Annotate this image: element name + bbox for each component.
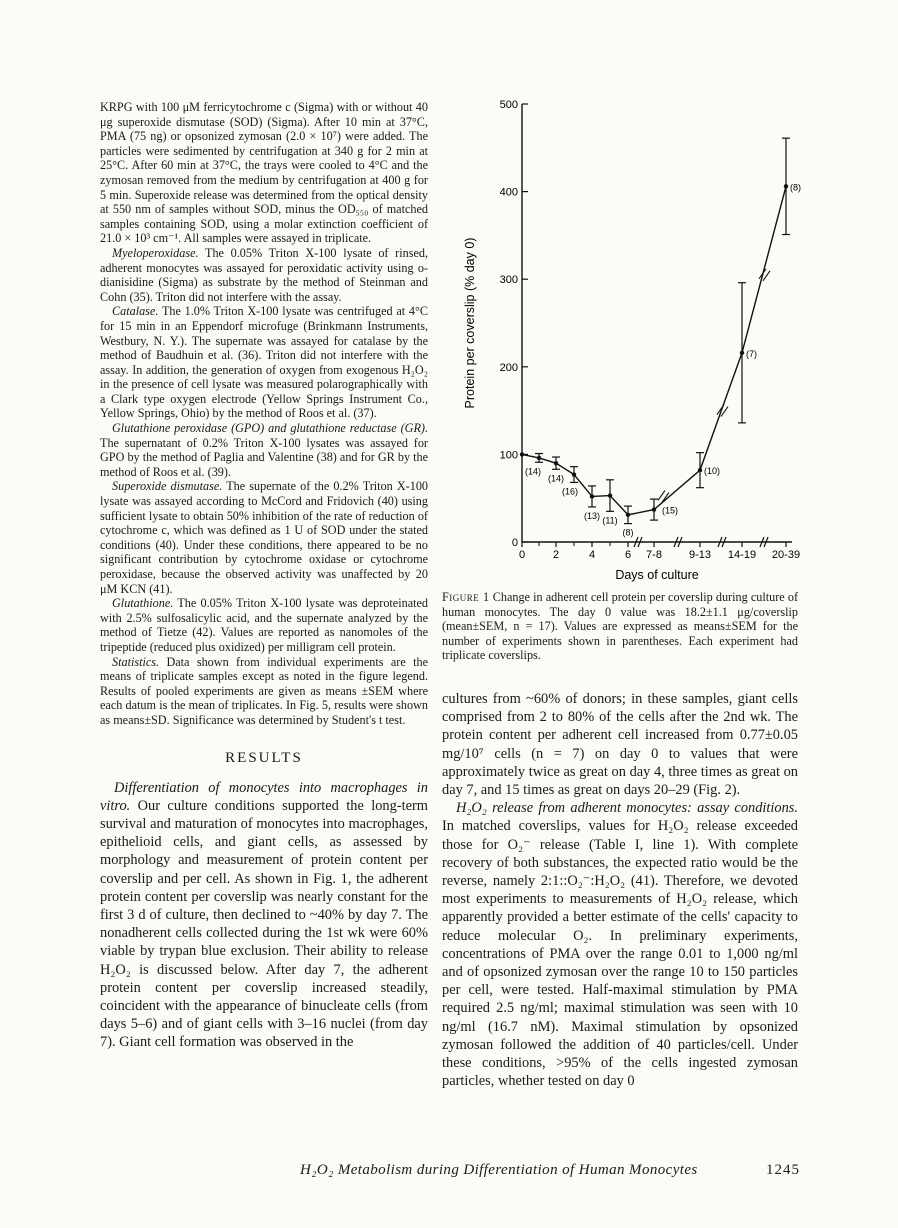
- n-label: (7): [746, 348, 757, 359]
- data-point: [626, 513, 630, 517]
- results-text: [100, 779, 428, 1052]
- left-column: [100, 100, 428, 1052]
- n-label: (14): [524, 466, 542, 477]
- x-tick-label: 4: [588, 549, 596, 561]
- y-tick-label: 0: [511, 537, 518, 549]
- x-tick-label: 2: [552, 549, 560, 561]
- data-point: [590, 494, 594, 498]
- n-label: (15): [662, 505, 679, 516]
- y-tick-label: 300: [499, 274, 518, 287]
- x-axis-label: Days of culture: [615, 568, 699, 582]
- x-tick-label: 7-8: [646, 549, 662, 561]
- data-point: [554, 461, 558, 465]
- sod-text: The supernate of the 0.2% Triton X-100 lysate was assayed according to McCord and Fridovich (40) using sufficient lysate to obtain 50% inhibition of the rate of reduction of cytochrome c, which was defined as 1 U of SOD under the stated conditions (40). Under these conditions, there appeared to be no significant contribution by cytochrome oxidase or cytochrome peroxidase, because the observed activity was unaffected by 20 μM KCN (41).: [100, 479, 429, 596]
- running-title: H₂O₂ Metabolism during Differentiation of Human Monocytes: [300, 1162, 698, 1178]
- data-point: [698, 468, 702, 472]
- n-label: (10): [704, 466, 721, 477]
- page-footer: [300, 1162, 800, 1179]
- right-column-text: [442, 690, 798, 1090]
- mpo-text: The 0.05% Triton X-100 lysate of rinsed, adherent monocytes was assayed for peroxidatic activity using o-dianisidine (Sigma) as substrate by the method of Steinman and Cohn (35). Triton did not interfere with the assay.: [100, 245, 429, 304]
- data-point: [520, 452, 524, 456]
- gsh-text: The 0.05% Triton X-100 lysate was deproteinated with 2.5% sulfosalicylic acid, and the supernate analyzed by the method of Tietze (42). Values are reported as nanomoles of the tripeptide (reduced plus oxidized) per milligram cell protein.: [100, 596, 428, 654]
- x-tick-label: 0: [518, 549, 526, 561]
- x-tick-label: 9-13: [688, 549, 712, 561]
- n-label: (14): [547, 473, 565, 484]
- n-label: (13): [583, 510, 601, 521]
- continued-paragraph: cultures from ~60% of donors; in these samples, giant cells comprised from 2 to 80% of the cells after the 2nd wk. The protein content per adherent cell increased from 0.77±0.05 mg/10⁷ cells (n = 7) on day 0 to values that were approximately twice as great on day 4, three times as great on day 7, and 15 times as great on days 20–29 (Fig. 2).: [442, 691, 798, 799]
- stats-text: Data shown from individual experiments are the means of triplicate samples except as noted in the figure legend. Results of pooled experiments are given as means ±SEM where each datum is the mean of triplicates. In Fig. 5, results were shown as means±SD. Significance was determined by Student's t test.: [100, 654, 429, 727]
- data-point: [572, 472, 576, 476]
- gpo-text: The supernatant of 0.2% Triton X-100 lysates was assayed for GPO by the method of Paglia and Valentine (38) and for GR by the method of Roos et al. (39).: [100, 435, 428, 479]
- n-label: (16): [561, 486, 579, 497]
- n-label: (8): [790, 182, 801, 193]
- y-tick-label: 100: [499, 449, 518, 462]
- methods-text: [100, 100, 428, 728]
- data-point: [608, 493, 612, 497]
- catalase-title: Catalase.: [112, 304, 159, 319]
- diff-text: Our culture conditions supported the long-term survival and maturation of monocytes into macrophages, epithelioid cells, and giant cells, as assessed by morphology and measurement of protein content per coverslip and per cell. As shown in Fig. 1, the adherent protein content per coverslip was nearly constant for the first 3 d of culture, then declined to ~40% by day 7. The nonadherent cells collected during the 1st wk were 60% viable by trypan blue exclusion. Their ability to release H₂O₂ is discussed below. After day 7, the adherent protein content per coverslip increased steadily, coincident with the appearance of binucleate cells (from days 5–6) and of giant cells with 3–16 nuclei (from day 7). Giant cell formation was observed in the: [100, 797, 428, 1051]
- y-tick-label: 500: [499, 99, 518, 111]
- page-number: 1245: [766, 1162, 800, 1178]
- y-tick-label: 400: [499, 186, 518, 199]
- methods-paragraph-mpo: [100, 246, 428, 304]
- h2o2-paragraph: [442, 799, 798, 1090]
- y-tick-label: 200: [499, 361, 518, 374]
- mpo-title: Myeloperoxidase.: [112, 245, 199, 260]
- methods-paragraph-superoxide: KRPG with 100 μM ferricytochrome c (Sigma) with or without 40 μg superoxide dismutase (SOD) (Sigma). After 10 min at 37°C, PMA (75 ng) or opsonized zymosan (2.0 × 10⁷) were added. The particles were sedimented by centrifugation at 340 g for 2 min at 25°C. After 60 min at 37°C, the trays were cooled to 4°C and the zymosan removed from the medium by centrifugation at 400 g for 5 min. Superoxide release was determined from the optical density at 550 nm of samples without SOD, minus the OD₅₅₀ of matched samples containing SOD, using a molar extinction coefficient of 21.0 × 10³ cm⁻¹. All samples were assayed in triplicate.: [100, 100, 428, 246]
- gpo-title: Glutathione peroxidase (GPO) and glutathione reductase (GR).: [112, 421, 428, 436]
- methods-paragraph-gpo: [100, 421, 428, 479]
- methods-paragraph-sod: [100, 479, 428, 596]
- n-label: (8): [622, 527, 634, 538]
- methods-paragraph-catalase: [100, 304, 428, 421]
- y-axis-label: Protein per coverslip (% day 0): [463, 237, 477, 409]
- gsh-title: Glutathione.: [112, 596, 174, 611]
- figure-1: [442, 92, 801, 582]
- x-tick-label: 20-39: [771, 549, 801, 561]
- methods-paragraph-statistics: [100, 655, 428, 728]
- catalase-text: The 1.0% Triton X-100 lysate was centrifuged at 4°C for 15 min in an Eppendorf microfuge (Brinkmann Instruments, Westbury, N. Y.). The supernate was assayed for catalase by the method of Baudhuin et al. (36). Triton did not interfere with the assay. In addition, the generation of oxygen from exogenous H₂O₂ in the presence of cell lysate was measured polarographically with a Clark type oxygen electrode (Yellow Springs Instrument Co., Yellow Springs, Ohio) by the method of Roos et al. (37).: [100, 304, 429, 421]
- data-point: [784, 184, 788, 188]
- sod-title: Superoxide dismutase.: [112, 479, 223, 494]
- n-label: (11): [602, 515, 618, 526]
- h2o2-text: In matched coverslips, values for H₂O₂ release exceeded those for O₂⁻ release (Table I, line 1). With complete recovery of both substances, the expected ratio would be the reverse, namely 2:1::O₂⁻:H₂O₂ (41). Therefore, we devoted most experiments to measurements of H₂O₂ release, which apparently provided a better estimate of the cells' capacity to reduce molecular O₂. In preliminary experiments, concentrations of PMA over the range 0.01 to 1,000 ng/ml and of opsonized zymosan over the range 10 to 150 particles per cell, were tested. Half-maximal stimulation by PMA required 2.5 ng/ml; maximal stimulation was seen with 10 ng/ml (16.7 nM). Maximal stimulation by opsonized zymosan followed the addition of 40 particles/cell. Under these conditions, >95% of the cells ingested zymosan particles, whether tested on day 0: [442, 818, 798, 1090]
- figure-1-caption: [442, 590, 798, 663]
- h2o2-title: H₂O₂ release from adherent monocytes: assay conditions.: [456, 800, 798, 817]
- stats-title: Statistics.: [112, 654, 160, 669]
- x-tick-label: 14-19: [727, 549, 757, 561]
- methods-paragraph-glutathione: [100, 596, 428, 654]
- data-point: [740, 351, 744, 355]
- data-point: [537, 456, 541, 460]
- figure-1-chart: [442, 92, 801, 582]
- x-tick-label: 6: [624, 549, 632, 561]
- data-point: [652, 507, 656, 511]
- caption-text: Change in adherent cell protein per coverslip during culture of human monocytes. The day 0 value was 18.2±1.1 μg/coverslip (mean±SEM, n = 17). Values are expressed as means±SEM for the number of experiments shown in parentheses. Each experiment had triplicate coverslips.: [442, 590, 799, 663]
- results-paragraph-differentiation: [100, 779, 428, 1052]
- diff-title: Differentiation of monocytes into macrophages in vitro.: [100, 779, 428, 814]
- results-heading: RESULTS: [225, 749, 303, 766]
- caption-label: Figure 1: [442, 590, 490, 604]
